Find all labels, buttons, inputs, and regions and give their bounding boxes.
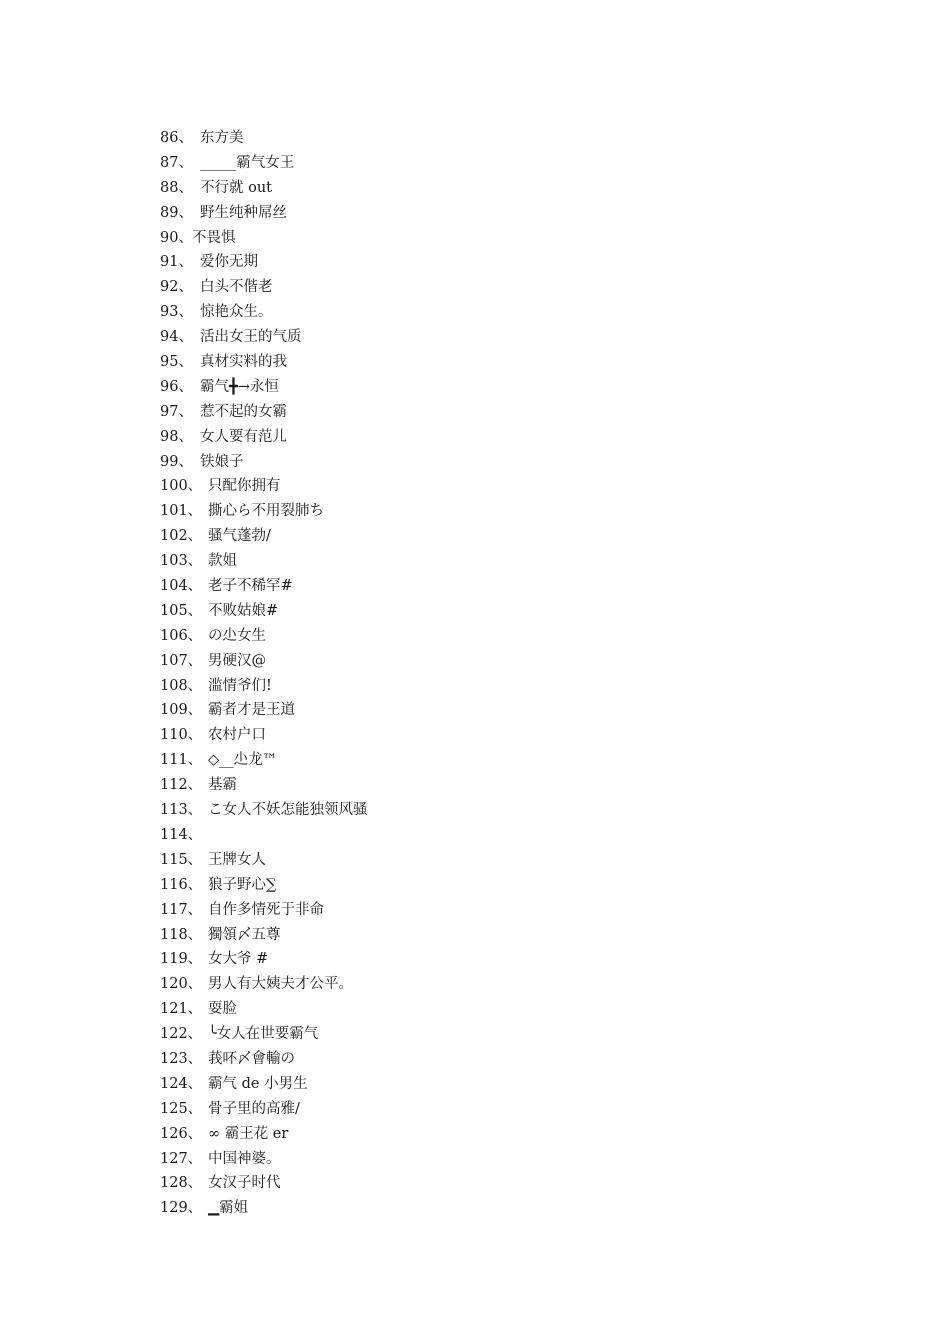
item-number: 97、 xyxy=(160,403,193,420)
item-text: 活出女王的气质 xyxy=(200,329,302,346)
list-item xyxy=(160,425,368,450)
item-text: 男硬汉@ xyxy=(208,652,266,669)
item-number: 116、 xyxy=(160,876,203,893)
list-item xyxy=(160,624,368,649)
item-text: 獨領〆五尊 xyxy=(208,926,281,943)
item-text: 不败姑娘# xyxy=(208,602,279,619)
item-number: 120、 xyxy=(160,976,203,993)
item-text: 爱你无期 xyxy=(200,254,258,271)
item-number: 127、 xyxy=(160,1150,203,1167)
item-text: 基霸 xyxy=(208,777,237,794)
item-text: 不畏惧 xyxy=(192,229,236,246)
item-number: 124、 xyxy=(160,1075,203,1092)
item-number: 89、 xyxy=(160,204,193,221)
item-number: 101、 xyxy=(160,503,203,520)
item-number: 105、 xyxy=(160,602,203,619)
list-item xyxy=(160,350,368,375)
item-number: 123、 xyxy=(160,1050,203,1067)
item-number: 114、 xyxy=(160,826,203,843)
list-item xyxy=(160,201,368,226)
item-text: ∞ 霸王花 er xyxy=(208,1125,289,1142)
item-text: 狼子野心∑ xyxy=(208,876,277,893)
list-item xyxy=(160,947,368,972)
list-item xyxy=(160,698,368,723)
list-item xyxy=(160,1122,368,1147)
item-number: 118、 xyxy=(160,926,203,943)
item-number: 112、 xyxy=(160,777,203,794)
item-number: 107、 xyxy=(160,652,203,669)
item-text: 不行就 out xyxy=(200,179,273,196)
list-item xyxy=(160,300,368,325)
item-number: 129、 xyxy=(160,1200,203,1217)
item-number: 100、 xyxy=(160,478,203,495)
item-number: 121、 xyxy=(160,1001,203,1018)
list-item xyxy=(160,1196,368,1221)
nickname-list xyxy=(160,126,368,1221)
list-item xyxy=(160,798,368,823)
item-text: 莪吥〆會輸の xyxy=(208,1050,295,1067)
list-item xyxy=(160,873,368,898)
item-number: 115、 xyxy=(160,851,203,868)
item-text: 霸气 de 小男生 xyxy=(208,1075,308,1092)
item-text: 白头不偕老 xyxy=(200,279,273,296)
item-text: ╰女人在世要霸气 xyxy=(208,1026,319,1043)
item-number: 91、 xyxy=(160,254,193,271)
item-text: 滥情爷们! xyxy=(208,677,272,694)
item-number: 111、 xyxy=(160,752,203,769)
item-number: 108、 xyxy=(160,677,203,694)
item-number: 92、 xyxy=(160,279,193,296)
item-text: 女汉子时代 xyxy=(208,1175,281,1192)
item-text: 老子不稀罕# xyxy=(208,578,293,595)
item-text: 霸者才是王道 xyxy=(208,702,295,719)
list-item xyxy=(160,574,368,599)
item-text: 耍脸 xyxy=(208,1001,237,1018)
list-item xyxy=(160,499,368,524)
list-item xyxy=(160,649,368,674)
item-text: 女大爷 # xyxy=(208,951,269,968)
list-item xyxy=(160,1171,368,1196)
list-item xyxy=(160,524,368,549)
list-item xyxy=(160,474,368,499)
list-item xyxy=(160,773,368,798)
list-item xyxy=(160,823,368,848)
list-item xyxy=(160,549,368,574)
item-number: 102、 xyxy=(160,528,203,545)
item-number: 96、 xyxy=(160,378,193,395)
item-text: 男人有大姨夫才公平。 xyxy=(208,976,353,993)
item-text: ◇__尐龙™ xyxy=(208,752,278,769)
item-number: 122、 xyxy=(160,1026,203,1043)
list-item xyxy=(160,972,368,997)
item-text: 撕心ら不用裂肺ち xyxy=(208,503,324,520)
item-number: 87、 xyxy=(160,154,193,171)
list-item xyxy=(160,723,368,748)
item-number: 119、 xyxy=(160,951,203,968)
item-text: 款姐 xyxy=(208,553,237,570)
item-number: 110、 xyxy=(160,727,203,744)
list-item xyxy=(160,250,368,275)
item-text: 女人要有范儿 xyxy=(200,428,287,445)
list-item xyxy=(160,848,368,873)
item-number: 117、 xyxy=(160,901,203,918)
list-item xyxy=(160,325,368,350)
list-item xyxy=(160,226,368,251)
item-number: 93、 xyxy=(160,304,193,321)
item-text: 东方美 xyxy=(200,130,244,146)
item-number: 95、 xyxy=(160,354,193,371)
item-text: 自作多情死于非命 xyxy=(208,901,324,918)
item-text: 铁娘子 xyxy=(200,453,244,470)
item-number: 86、 xyxy=(160,130,193,146)
item-text: 惹不起的女霸 xyxy=(200,403,287,420)
item-number: 113、 xyxy=(160,802,203,819)
list-item xyxy=(160,1022,368,1047)
item-number: 98、 xyxy=(160,428,193,445)
item-text: 骨子里的高雅/ xyxy=(208,1100,300,1117)
item-number: 125、 xyxy=(160,1100,203,1117)
list-item xyxy=(160,674,368,699)
item-number: 103、 xyxy=(160,553,203,570)
item-number: 109、 xyxy=(160,702,203,719)
list-item xyxy=(160,997,368,1022)
item-number: 106、 xyxy=(160,627,203,644)
item-text: 骚气蓬勃/ xyxy=(208,528,271,545)
item-text: 惊艳众生。 xyxy=(200,304,273,321)
item-text: ▁霸姐 xyxy=(208,1200,249,1217)
item-text: 霸气╋→永恒 xyxy=(200,378,279,395)
item-number: 104、 xyxy=(160,578,203,595)
item-text: こ女人不妖怎能独领风骚 xyxy=(208,802,368,819)
list-item xyxy=(160,1072,368,1097)
item-number: 88、 xyxy=(160,179,193,196)
list-item xyxy=(160,599,368,624)
item-text: 中国神婆。 xyxy=(208,1150,281,1167)
list-item xyxy=(160,898,368,923)
item-text: 只配你拥有 xyxy=(208,478,281,495)
list-item xyxy=(160,1047,368,1072)
item-text: 真材实料的我 xyxy=(200,354,287,371)
list-item xyxy=(160,126,368,151)
item-number: 99、 xyxy=(160,453,193,470)
list-item xyxy=(160,1097,368,1122)
list-item xyxy=(160,748,368,773)
item-text: の尐女生 xyxy=(208,627,266,644)
item-text: _____霸气女王 xyxy=(200,154,295,171)
item-text: 野生纯种屌丝 xyxy=(200,204,287,221)
list-item xyxy=(160,151,368,176)
list-item xyxy=(160,275,368,300)
item-number: 126、 xyxy=(160,1125,203,1142)
list-item xyxy=(160,176,368,201)
item-text: 王牌女人 xyxy=(208,851,266,868)
list-item xyxy=(160,923,368,948)
item-number: 128、 xyxy=(160,1175,203,1192)
item-number: 90、 xyxy=(160,229,193,246)
list-item xyxy=(160,1147,368,1172)
item-number: 94、 xyxy=(160,329,193,346)
list-item xyxy=(160,375,368,400)
item-text: 农村户口 xyxy=(208,727,266,744)
list-item xyxy=(160,450,368,475)
list-item xyxy=(160,400,368,425)
